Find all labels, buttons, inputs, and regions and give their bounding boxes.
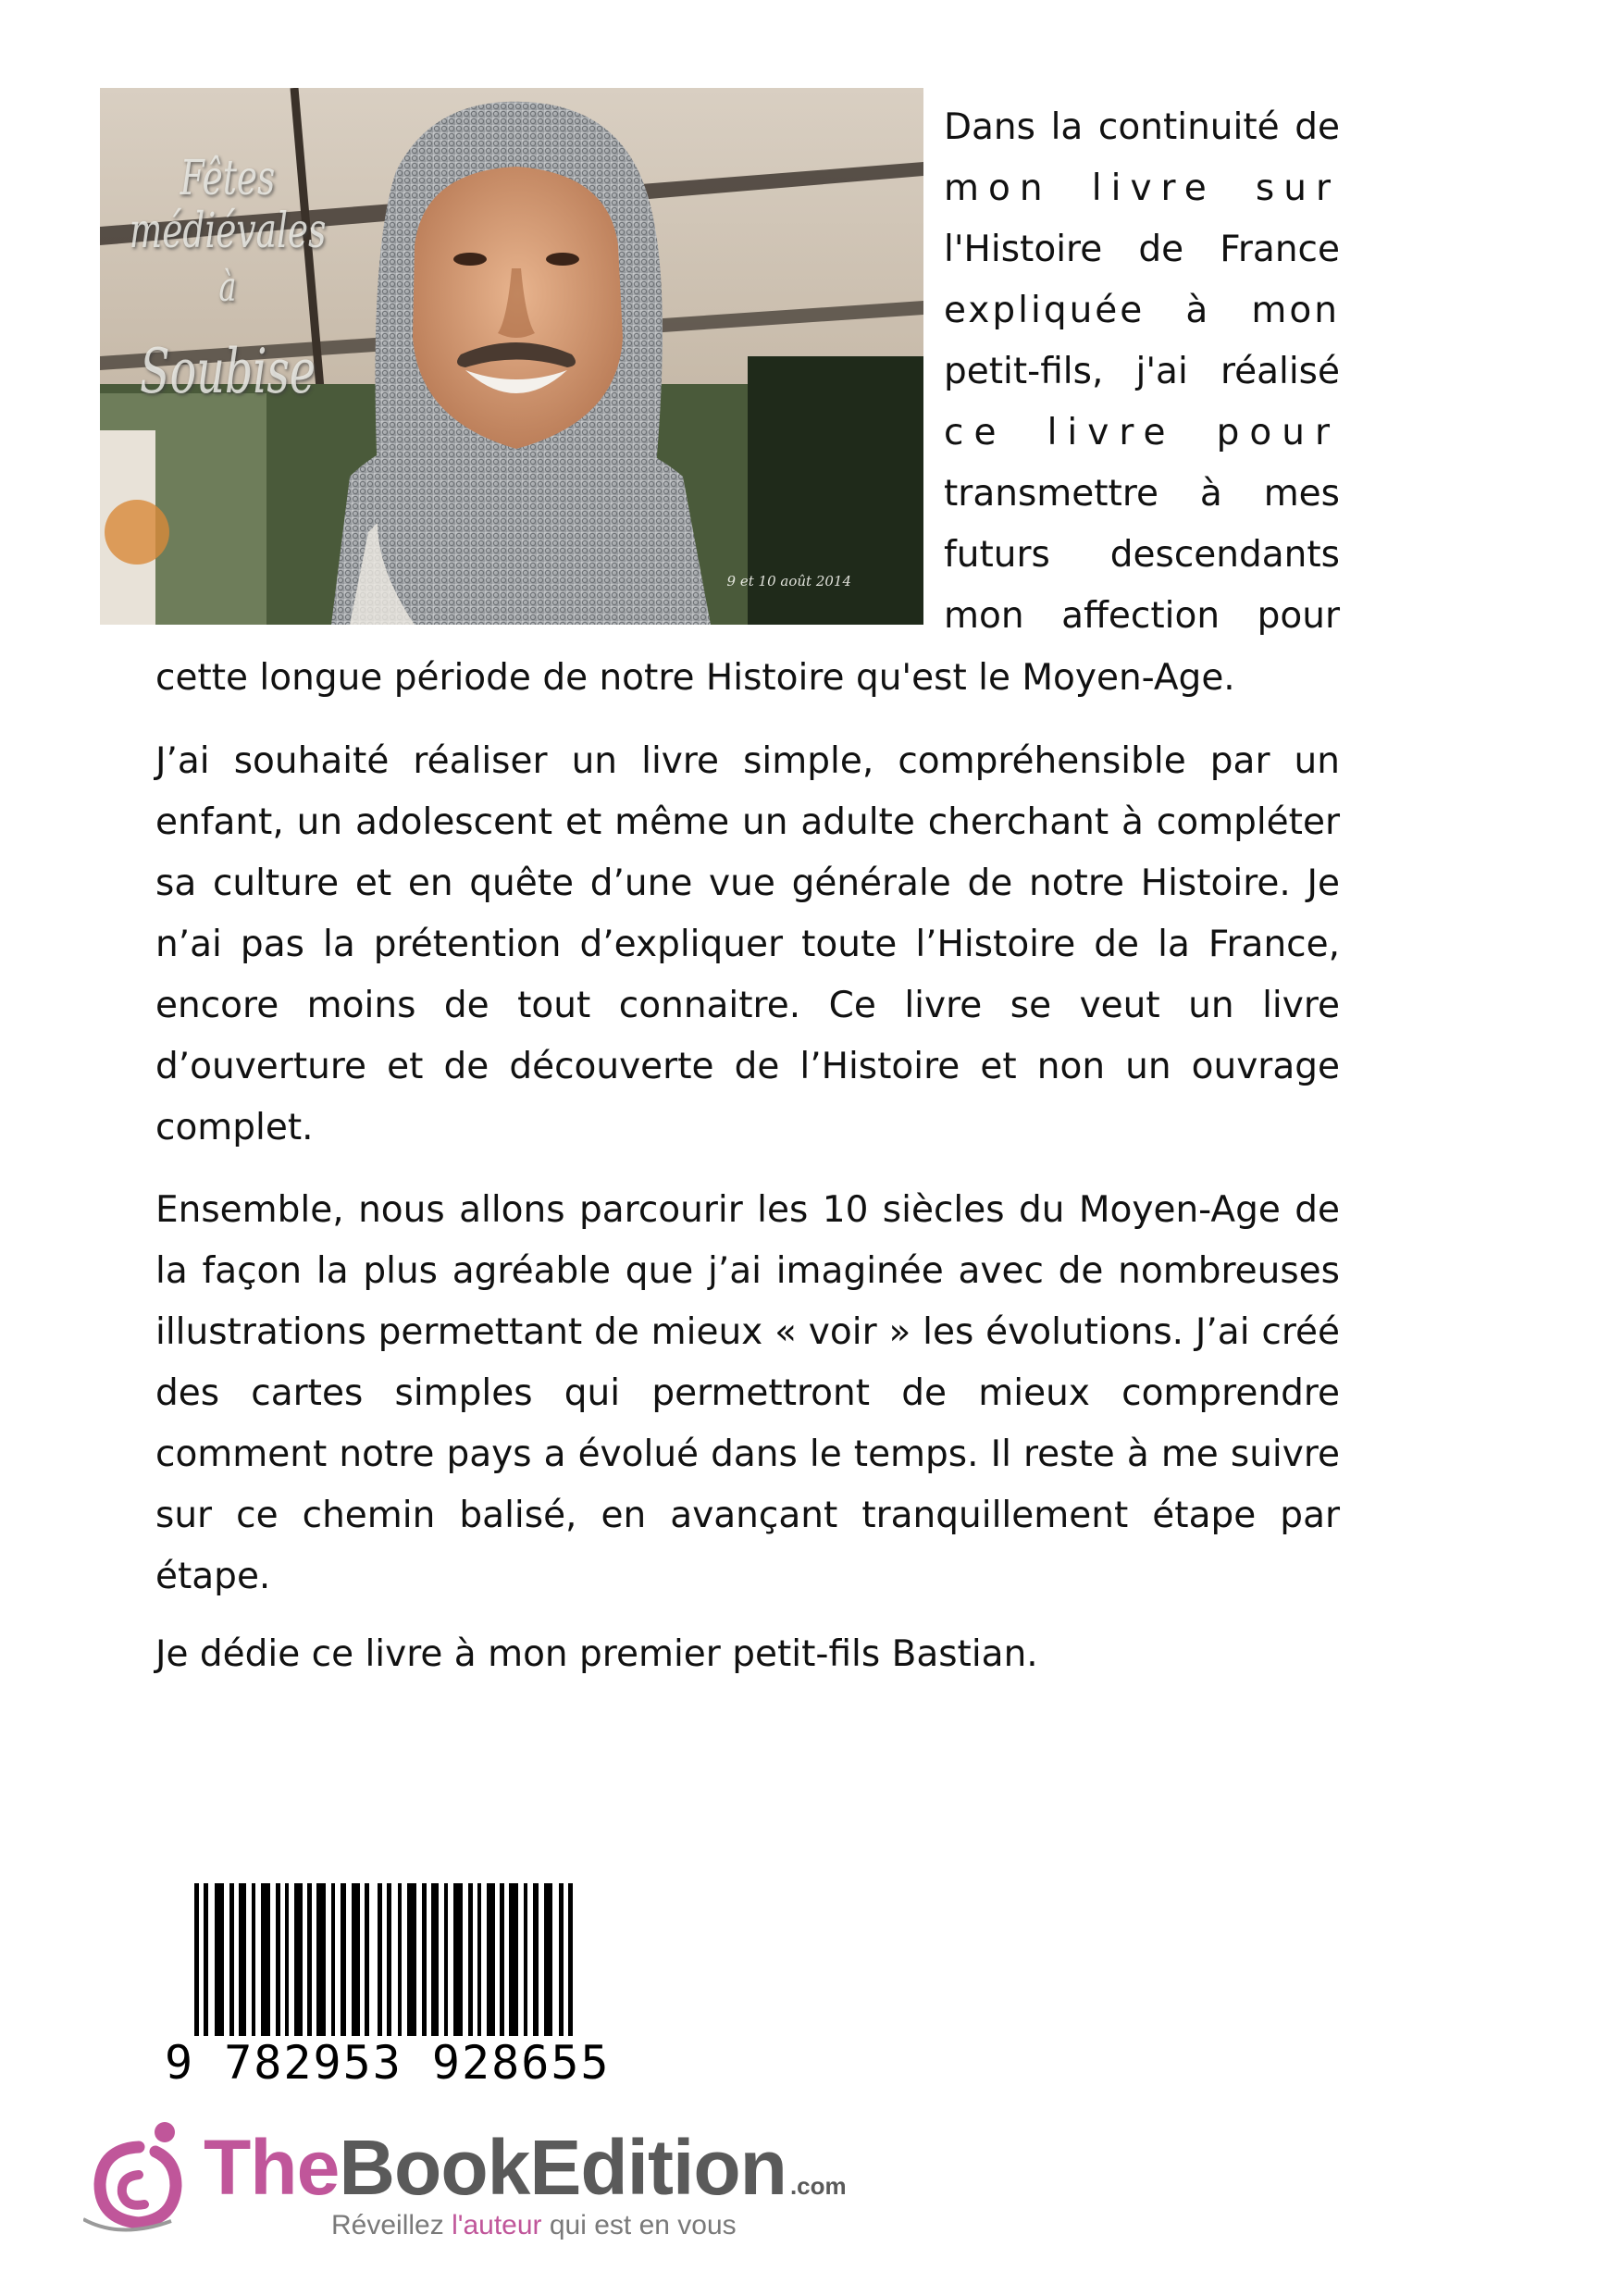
publisher-domain: .com	[789, 2172, 847, 2200]
intro-line: mon livre sur	[944, 168, 1340, 209]
paragraph-3: Ensemble, nous allons parcourir les 10 siècles du Moyen-Age de la façon la plus agréable que j’ai imaginée avec de nombreuses illustrations permettant de mieux « voir » les évolutions. J’ai créé des cartes simples qui permettront de mieux comprendre comment notre pays a évolué dans le temps. Il reste à me suivre sur ce chemin balisé, en avançant tranquillement étape par étape.	[155, 1189, 1340, 1597]
intro-line: Dans la continuité de	[944, 106, 1340, 148]
publisher-name-part1: The	[204, 2124, 340, 2211]
photo-caption-line3: Soubise	[140, 335, 316, 407]
intro-continuation: cette longue période de notre Histoire qu'est le Moyen-Age.	[155, 657, 1235, 699]
intro-line: mon affection pour	[944, 595, 1340, 637]
intro-line: expliquée à mon	[944, 290, 1340, 331]
tagline-accent: l'auteur	[452, 2210, 542, 2240]
author-photo	[100, 88, 923, 625]
intro-line: transmettre à mes	[944, 473, 1340, 515]
intro-line: futurs descendants	[944, 534, 1340, 576]
dedication: Je dédie ce livre à mon premier petit-fils Bastian.	[155, 1633, 1038, 1675]
intro-side-text	[944, 97, 1340, 647]
isbn-digits: 9 782953 928655	[165, 2036, 611, 2090]
photo-caption	[128, 153, 328, 405]
tagline-end: qui est en vous	[541, 2210, 737, 2240]
publisher-name-part2: BookEdition	[339, 2124, 787, 2211]
publisher-mark-icon	[83, 2119, 194, 2240]
publisher-tagline	[331, 2210, 737, 2241]
intro-line: petit-fils, j'ai réalisé	[944, 351, 1340, 392]
publisher-logo	[83, 2119, 847, 2267]
tagline-start: Réveillez	[331, 2210, 452, 2240]
intro-line: l'Histoire de France	[944, 229, 1340, 270]
publisher-name	[204, 2124, 847, 2211]
intro-line: ce livre pour	[944, 412, 1340, 453]
photo-date: 9 et 10 août 2014	[726, 573, 851, 590]
photo-caption-line1: Fêtes médiévales	[129, 151, 327, 260]
photo-caption-line2: à	[218, 264, 237, 312]
paragraph-2: J’ai souhaité réaliser un livre simple, compréhensible par un enfant, un adolescent et même un adulte cherchant à compléter sa culture et en quête d’une vue générale de notre Histoire. Je n’ai pas la prétention d’expliquer toute l’Histoire de la France, encore moins de tout connaitre. Ce livre se veut un livre d’ouverture et de découverte de l’Histoire et non un ouvrage complet.	[155, 740, 1340, 1148]
